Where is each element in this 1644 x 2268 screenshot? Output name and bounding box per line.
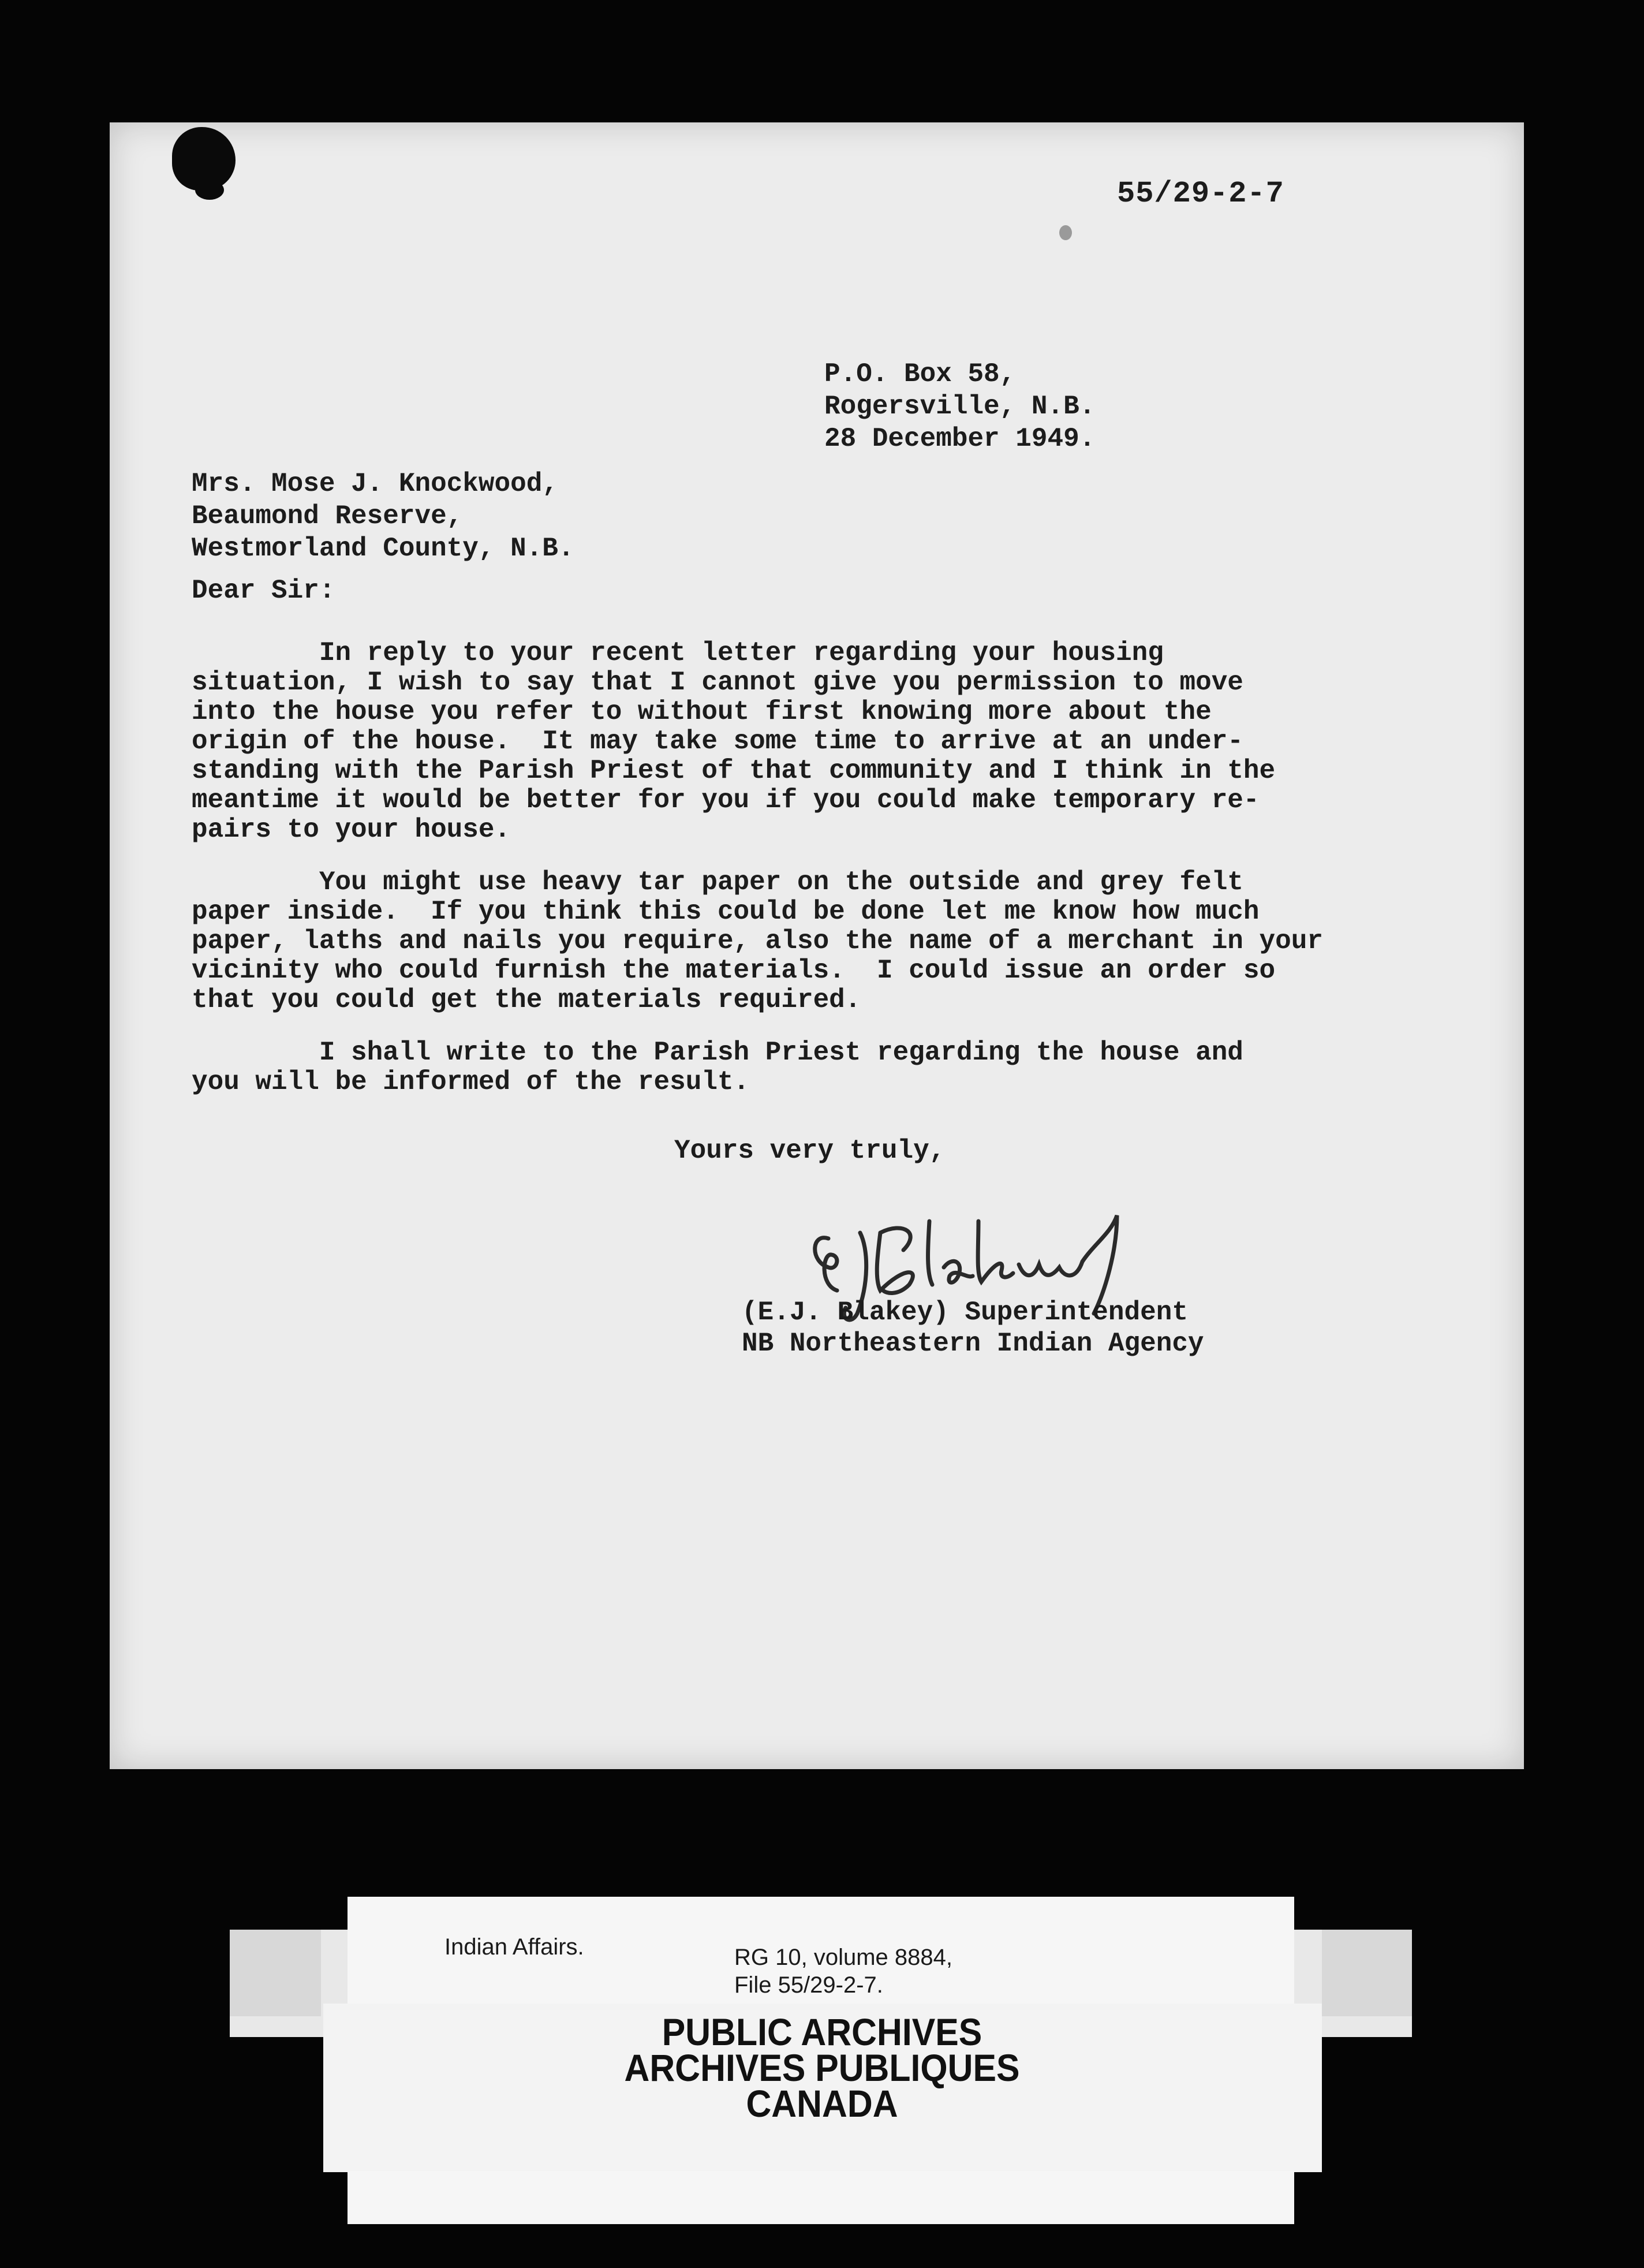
body-line: paper, laths and nails you require, also the name of a merchant in your	[192, 926, 1323, 956]
sender-address	[824, 361, 1095, 458]
body-line: standing with the Parish Priest of that community and I think in the	[192, 756, 1276, 786]
archive-reference	[734, 1944, 952, 1999]
sender-address-line: P.O. Box 58,	[824, 359, 1016, 389]
body-line: you will be informed of the result.	[192, 1067, 750, 1097]
recipient-address	[192, 471, 574, 568]
recipient-address-line: Westmorland County, N.B.	[192, 534, 574, 564]
letter-body	[192, 640, 1323, 1121]
complimentary-close: Yours very truly,	[674, 1136, 946, 1166]
archive-title-country: CANADA	[746, 2082, 898, 2125]
body-line: that you could get the materials required.	[192, 985, 861, 1015]
signatory-office: NB Northeastern Indian Agency	[742, 1329, 1204, 1359]
body-paragraph	[192, 1039, 1323, 1098]
archive-title-fr: ARCHIVES PUBLIQUES	[624, 2046, 1020, 2089]
archive-department: Indian Affairs.	[444, 1934, 584, 1960]
recipient-name: Mrs. Mose J. Knockwood,	[192, 469, 558, 499]
archive-label-strip	[348, 2171, 1294, 2224]
archive-label-tab	[230, 1930, 321, 2016]
salutation: Dear Sir:	[192, 576, 335, 606]
paper-speck	[1059, 225, 1072, 240]
sender-address-line: Rogersville, N.B.	[824, 391, 1096, 421]
body-line: You might use heavy tar paper on the outside and grey felt	[192, 867, 1243, 897]
body-paragraph	[192, 640, 1323, 846]
letter-date: 28 December 1949.	[824, 424, 1096, 454]
body-line: In reply to your recent letter regarding your housing	[192, 638, 1164, 668]
body-line: vicinity who could furnish the materials. I could issue an order so	[192, 956, 1276, 986]
body-line: meantime it would be better for you if you could make temporary re-	[192, 785, 1260, 815]
file-reference: 55/29-2-7	[1117, 177, 1284, 211]
punch-hole	[172, 127, 236, 191]
body-line: I shall write to the Parish Priest regarding the house and	[192, 1038, 1243, 1068]
archive-reference-line: File 55/29-2-7.	[734, 1972, 883, 1998]
body-line: paper inside. If you think this could be done let me know how much	[192, 897, 1260, 927]
body-line: situation, I wish to say that I cannot give you permission to move	[192, 667, 1243, 697]
body-line: into the house you refer to without first knowing more about the	[192, 697, 1212, 727]
archive-title-en: PUBLIC ARCHIVES	[662, 2010, 982, 2053]
signature-block	[742, 1299, 1204, 1361]
body-line: pairs to your house.	[192, 815, 511, 845]
archive-label-tab	[1322, 1930, 1412, 2016]
recipient-address-line: Beaumond Reserve,	[192, 501, 463, 531]
body-paragraph	[192, 869, 1323, 1016]
signatory-name: (E.J. Blakey) Superintendent	[742, 1297, 1188, 1327]
archive-reference-line: RG 10, volume 8884,	[734, 1945, 952, 1970]
body-line: origin of the house. It may take some time to arrive at an under-	[192, 726, 1243, 756]
